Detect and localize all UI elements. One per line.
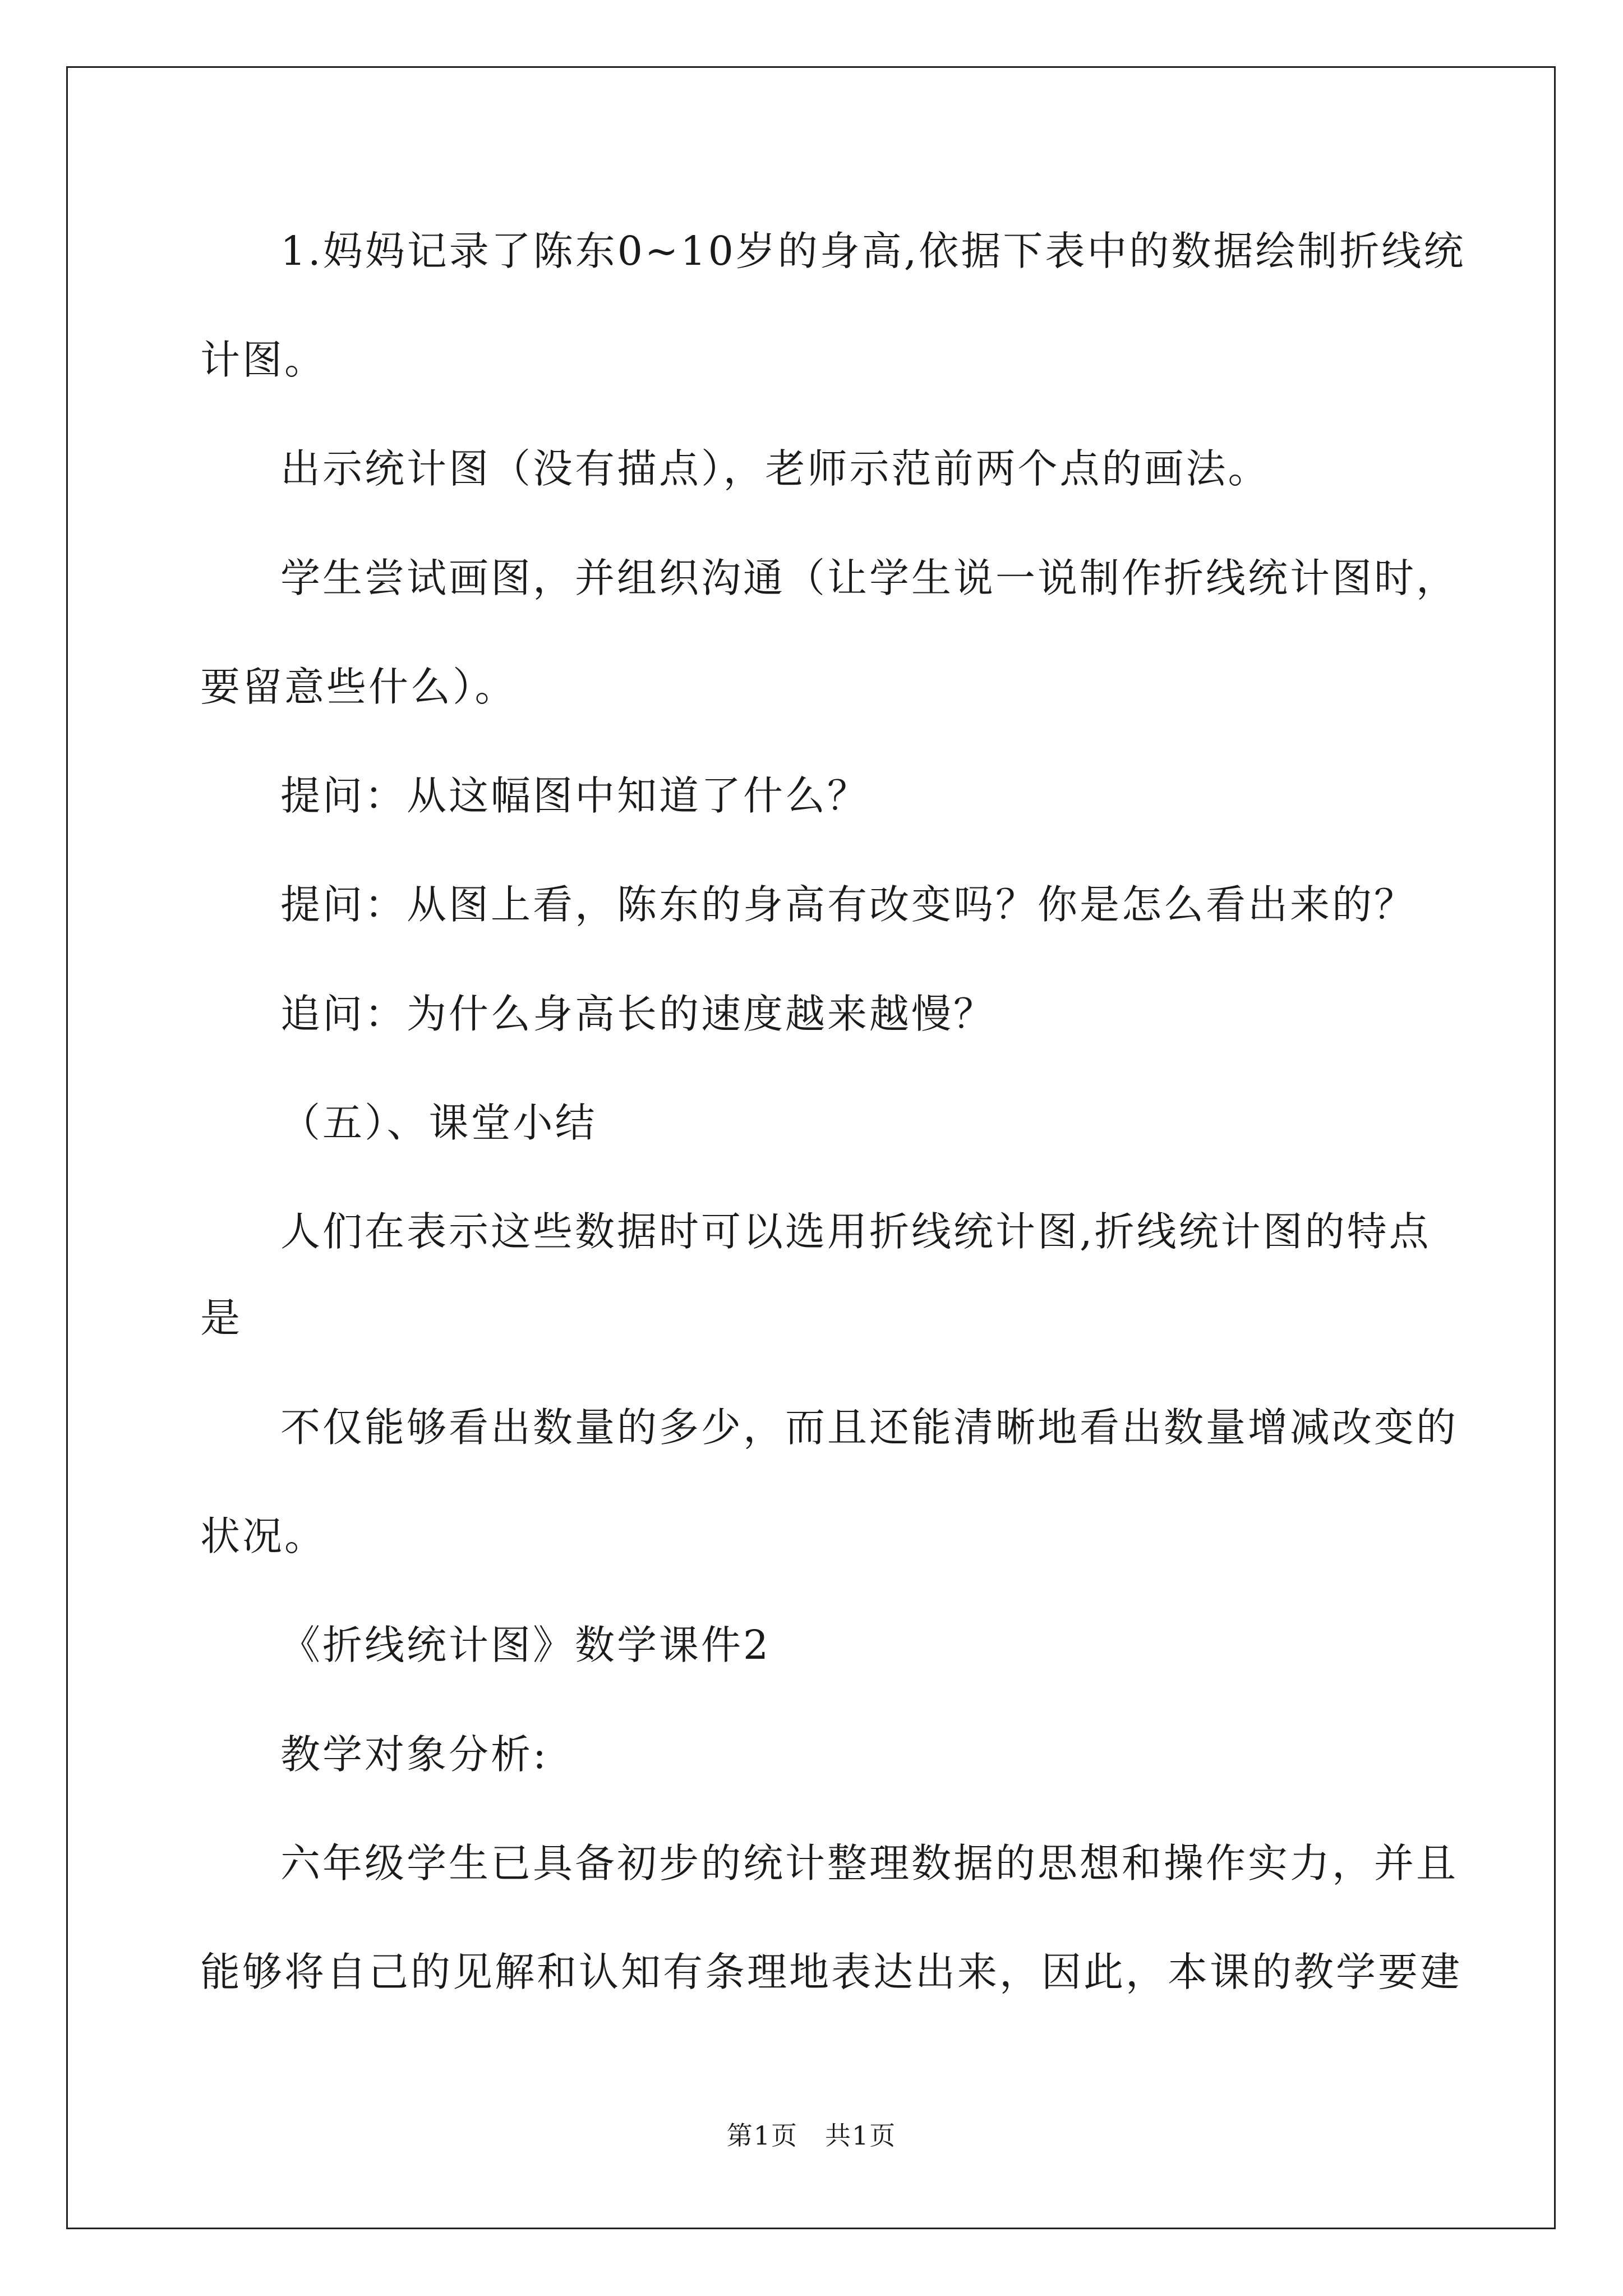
page-border bbox=[66, 66, 1556, 2229]
paragraph-line: 要留意些什么）。 bbox=[200, 664, 517, 710]
paragraph-line: 提问：从图上看，陈东的身高有改变吗？你是怎么看出来的？ bbox=[280, 881, 1417, 928]
page-footer: 第1页 共1页 bbox=[726, 2120, 897, 2151]
paragraph-line: 不仅能够看出数量的多少，而且还能清晰地看出数量增减改变的 bbox=[280, 1404, 1459, 1451]
paragraph-line: 学生尝试画图，并组织沟通（让学生说一说制作折线统计图时， bbox=[280, 555, 1459, 601]
paragraph-line: 追问：为什么身高长的速度越来越慢？ bbox=[280, 991, 996, 1037]
paragraph-line: 人们在表示这些数据时可以选用折线统计图,折线统计图的特点 bbox=[280, 1208, 1431, 1255]
paragraph-line: 1.妈妈记录了陈东0~10岁的身高,依据下表中的数据绘制折线统 bbox=[280, 228, 1466, 274]
paragraph-line: 状况。 bbox=[200, 1513, 327, 1559]
paragraph-line: 六年级学生已具备初步的统计整理数据的思想和操作实力，并且 bbox=[280, 1840, 1459, 1887]
paragraph-line: 计图。 bbox=[200, 337, 327, 383]
section-heading: （五）、课堂小结 bbox=[280, 1099, 597, 1146]
section-heading: 教学对象分析: bbox=[280, 1731, 548, 1778]
paragraph-line: 是 bbox=[200, 1295, 243, 1341]
paragraph-line: 提问：从这幅图中知道了什么？ bbox=[280, 772, 870, 819]
paragraph-line: 出示统计图（没有描点），老师示范前两个点的画法。 bbox=[280, 445, 1270, 492]
paragraph-line: 能够将自己的见解和认知有条理地表达出来，因此，本课的教学要建 bbox=[200, 1949, 1463, 1995]
document-title: 《折线统计图》数学课件2 bbox=[280, 1622, 771, 1668]
